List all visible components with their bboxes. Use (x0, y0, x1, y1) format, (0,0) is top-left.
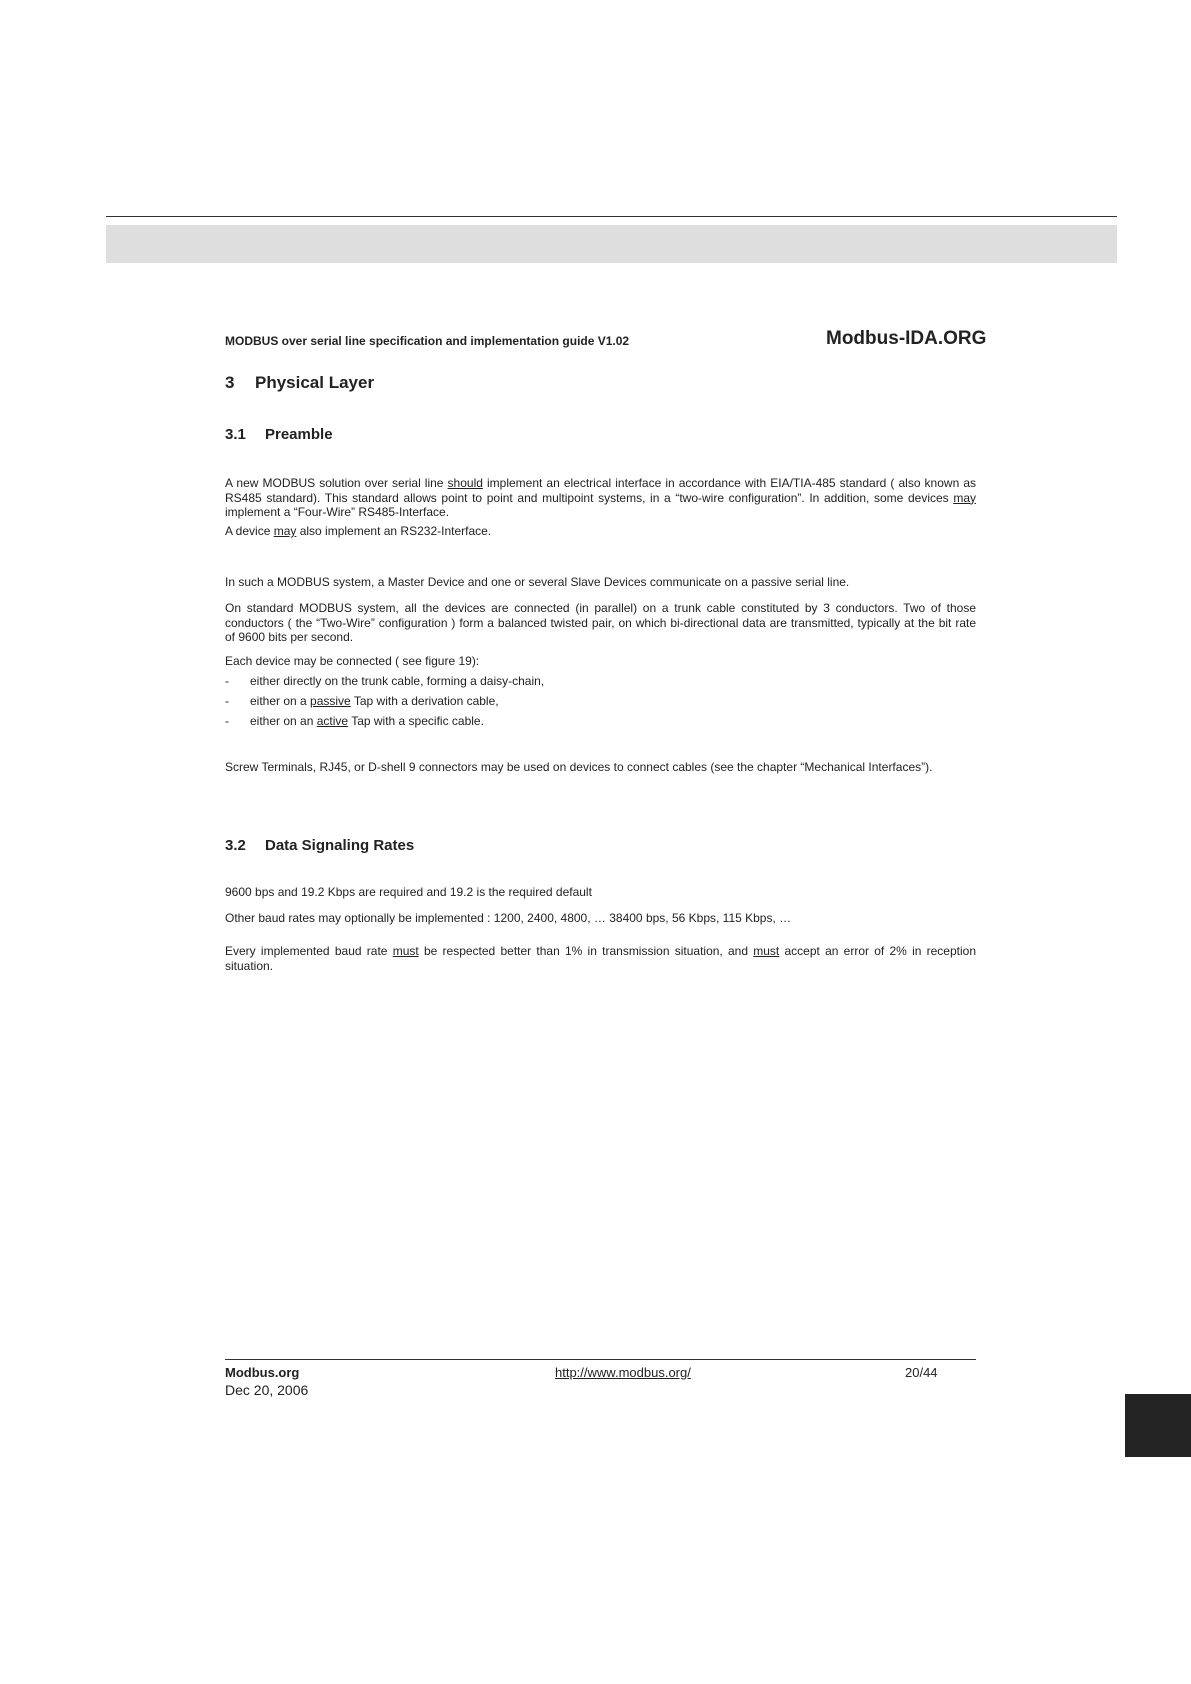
section-title: Preamble (265, 426, 333, 443)
header-band (106, 225, 1117, 263)
page-edge-tab (1125, 1394, 1191, 1457)
preamble-paragraph-5: Each device may be connected ( see figure 19): (225, 654, 480, 668)
section-3-2-heading (225, 837, 414, 854)
rates-paragraph-3: Every implemented baud rate must be respected better than 1% in transmission situation, and must accept an error of 2% in reception situation. (225, 944, 977, 973)
top-rule (106, 216, 1117, 217)
rates-paragraph-2: Other baud rates may optionally be implemented : 1200, 2400, 4800, … 38400 bps, 56 Kbps, 115 Kbps, … (225, 911, 792, 925)
section-number: 3.2 (225, 837, 246, 854)
footer-org: Modbus.org (225, 1365, 300, 1380)
page-number: 20/44 (905, 1365, 938, 1380)
footer-url-link[interactable]: http://www.modbus.org/ (555, 1365, 691, 1380)
preamble-paragraph-3: In such a MODBUS system, a Master Device and one or several Slave Devices communicate on a passive serial line. (225, 575, 850, 589)
running-title: MODBUS over serial line specification and implementation guide V1.02 (225, 334, 630, 348)
section-number: 3.1 (225, 426, 246, 443)
section-number: 3 (225, 373, 235, 392)
list-item: - either on a passive Tap with a derivation cable, (225, 694, 499, 708)
preamble-paragraph-2: A device may also implement an RS232-Interface. (225, 524, 492, 538)
preamble-paragraph-4: On standard MODBUS system, all the devices are connected (in parallel) on a trunk cable constituted by 3 conductors. Two of those conductors ( the “Two-Wire” configuration ) form a balanced twisted pair, on which bi-directional data are transmitted, typically at the bit rate of 9600 bits per second. (225, 601, 976, 644)
list-item: - either on an active Tap with a specific cable. (225, 714, 484, 728)
section-title: Physical Layer (255, 373, 375, 392)
section-3-heading (225, 373, 374, 393)
footer-date: Dec 20, 2006 (225, 1382, 309, 1398)
preamble-paragraph-6: Screw Terminals, RJ45, or D-shell 9 connectors may be used on devices to connect cables (see the chapter “Mechanical Interfaces”). (225, 760, 933, 774)
section-3-1-heading (225, 426, 333, 443)
list-item: - either directly on the trunk cable, forming a daisy-chain, (225, 674, 545, 688)
section-title: Data Signaling Rates (265, 837, 415, 854)
rates-paragraph-1: 9600 bps and 19.2 Kbps are required and 19.2 is the required default (225, 885, 592, 899)
footer-rule (225, 1359, 976, 1360)
preamble-paragraph-1: A new MODBUS solution over serial line should implement an electrical interface in accordance with EIA/TIA-485 standard ( also known as RS485 standard). This standard allows point to point and multipoint systems, in a “two-wire configuration”. In addition, some devices may implement a “Four-Wire” RS485-Interface. (225, 476, 976, 519)
brand-logo-text: Modbus-IDA.ORG (826, 328, 987, 349)
